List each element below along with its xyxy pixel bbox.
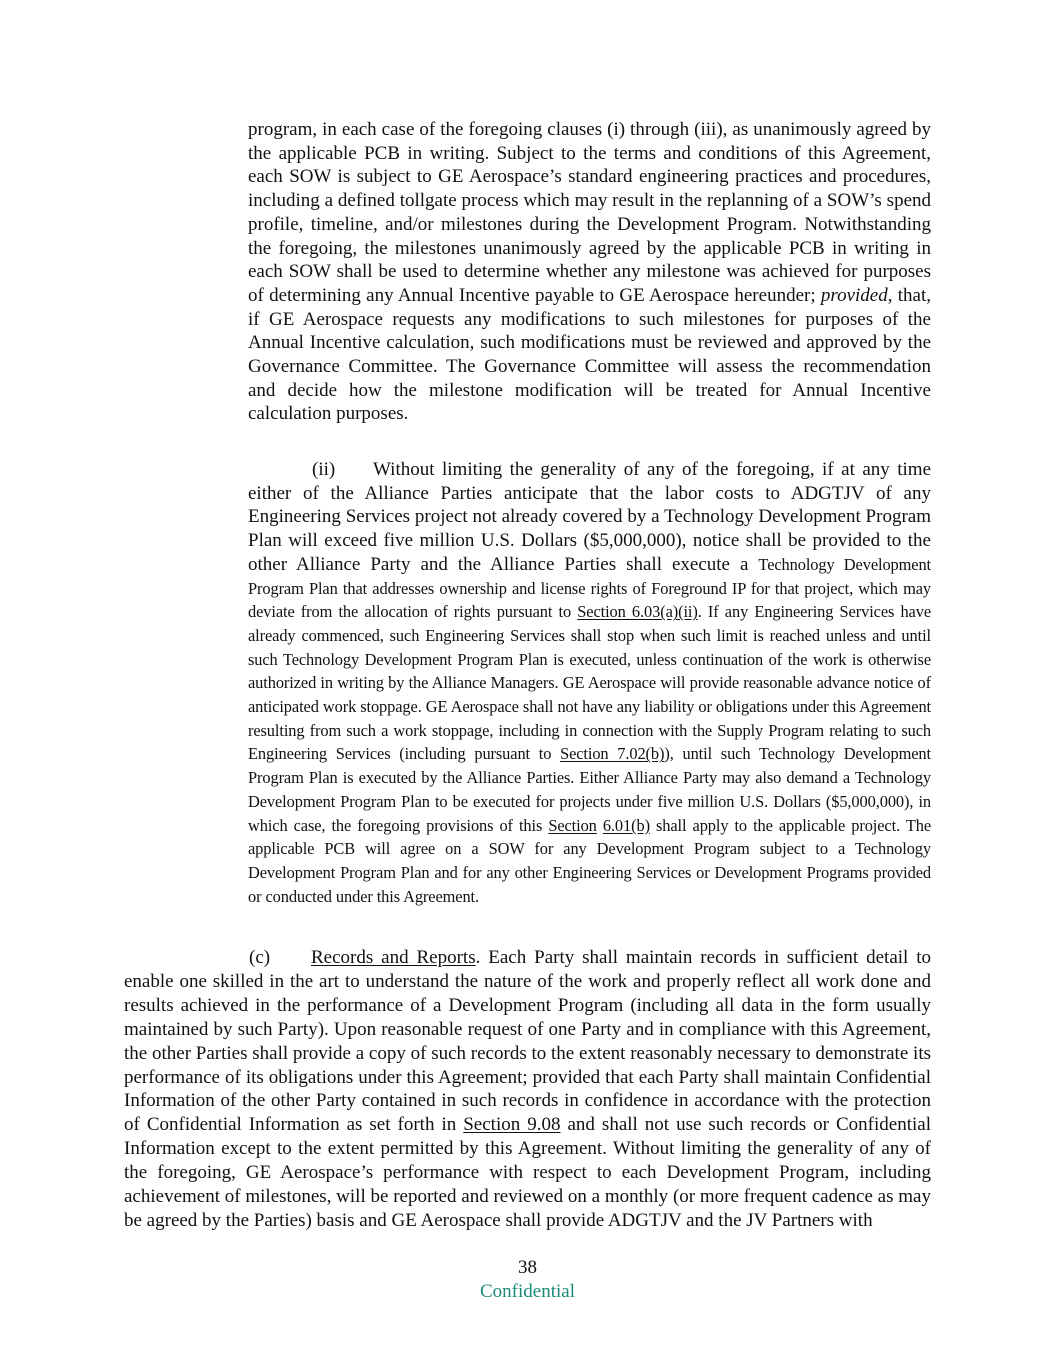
paragraph-text: Without limiting the generality of any of the foregoing, if at any time either of the Alliance Parties anticipate that the labor costs to ADGTJV of any Engineering Services project not already covered by a Technology Development Program Plan will exceed five million U.S. Dollars ($5,000,000), notice shall be provided to the other Alliance Party and the Alliance Parties shall execute a <box>248 459 931 575</box>
paragraph-text: . Each Party shall maintain records in sufficient detail to enable one skilled in the art to understand the nature of the work and properly reflect all work done and results achieved in the performance of a Development Program (including all data in the form usually maintained by such Party). Upon reasonable request of one Party and in compliance with this Agreement, the other Parties shall provide a copy of such records to the extent reasonably necessary to demonstrate its performance of its obligations under this Agreement; provided that each Party shall maintain Confidential Information of the other Party contained in such records in confidence in accordance with the protection of Confidential Information as set forth in <box>124 947 931 1136</box>
section-link-word[interactable]: Section <box>548 815 597 835</box>
section-9-08-link[interactable]: Section 9.08 <box>463 1114 561 1136</box>
confidential-footer: Confidential <box>480 1281 575 1302</box>
provided-italic: provided <box>820 284 888 306</box>
section-6-03-a-ii-link[interactable]: Section 6.03(a)(ii) <box>577 602 698 622</box>
page-number: 38 <box>518 1257 537 1278</box>
paragraph-text: and shall not use such records or Confidential Information except to the extent permitted by this Agreement. Without limiting the generality of any of the foregoing, GE Aerospace’s performance with respect to each Development Program, including achievement of milestones, will be reported and reviewed on a monthly (or more frequent cadence as may be agreed by the Parties) basis and GE Aerospace shall provide ADGTJV and the JV Partners with <box>124 1114 931 1231</box>
paragraph-text: shall apply to the applicable project. The applicable PCB will agree on a SOW for any Development Program subject to a Technology Development Program Plan and for any other Engineering Services or Development Programs provided or conducted under this Agreement. <box>248 815 931 906</box>
paragraph-sow-milestones <box>248 118 931 426</box>
paragraph-text: program, in each case of the foregoing clauses (i) through (iii), as unanimously agreed by the applicable PCB in writing. Subject to the terms and conditions of this Agreement, each SOW is subject to GE Aerospace’s standard engineering practices and procedures, including a defined tollgate process which may result in the replanning of a SOW’s spend profile, timeline, and/or milestones during the Development Program. Notwithstanding the foregoing, the milestones unanimously agreed by the applicable PCB in writing in each SOW shall be used to determine whether any milestone was achieved for purposes of determining any Annual Incentive payable to GE Aerospace hereunder; <box>248 119 931 306</box>
section-7-02-b-link[interactable]: Section 7.02(b) <box>560 744 665 764</box>
section-6-01-b-link[interactable]: 6.01(b) <box>602 815 650 835</box>
paragraph-c-records-and-reports <box>124 946 931 1233</box>
paragraph-text: ), until such Technology Development Program Plan is executed by the Alliance Parties. Either Alliance Party may also demand a Technology Development Program Plan to be executed for projects under five million U.S. Dollars ($5,000,000), in which case, the foregoing provisions of this <box>248 744 931 835</box>
clause-label-ii: (ii) <box>312 459 336 480</box>
paragraph-text: Technology Development Program Plan that addresses ownership and license rights of Foreground IP for that project, which may deviate from the allocation of rights pursuant to <box>248 554 932 622</box>
records-and-reports-heading: Records and Reports <box>311 947 476 968</box>
paragraph-text: , that, if GE Aerospace requests any modifications to such milestones for purposes of the Annual Incentive calculation, such modifications must be reviewed and approved by the Governance Committee. The Governance Committee will assess the recommendation and decide how the milestone modification will be treated for Annual Incentive calculation purposes. <box>248 284 931 425</box>
clause-label-c: (c) <box>249 947 271 968</box>
paragraph-text: . If any Engineering Services have already commenced, such Engineering Services shall stop when such limit is reached unless and until such Technology Development Program Plan is executed, unless continuation of the work is otherwise authorized in writing by the Alliance Managers. GE Aerospace will provide reasonable advance notice of anticipated work stoppage. GE Aerospace shall not have any liability or obligations under this Agreement resulting from such a work stoppage, including in connection with the Supply Program relating to such Engineering Services (including pursuant to <box>248 602 931 764</box>
paragraph-ii-engineering-services <box>248 458 931 908</box>
